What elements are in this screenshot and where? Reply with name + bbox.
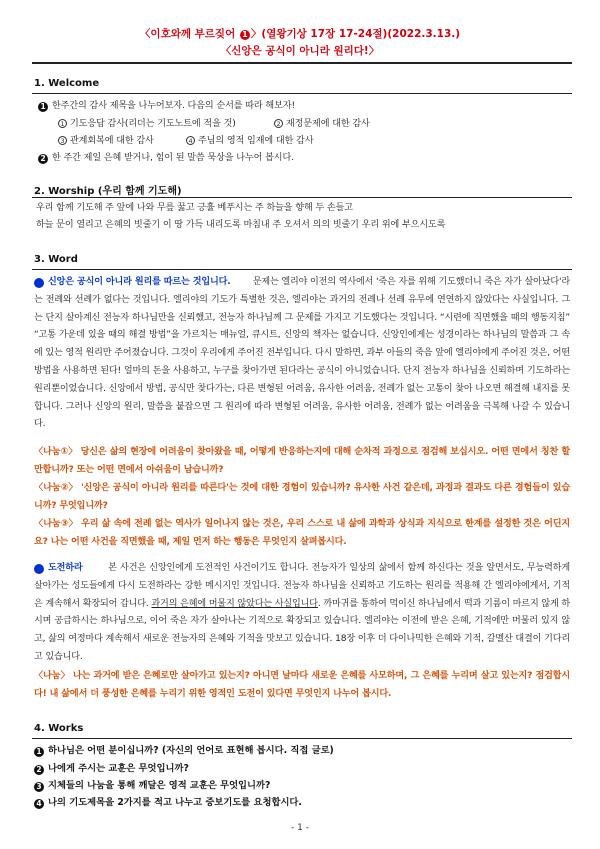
discussion-question-4: 〈나눔〉 나는 과거에 받은 은혜로만 살아가고 있는지? 아니면 날마다 새로운 은혜를 사모하며, 그 은혜를 누리며 살고 있는지? 점검합시다! 내 삶에서 더 풍성한 은혜를 누리기 위한 영적인 도전이 있다면 무엇인지 나누어 봅시다. <box>34 671 570 699</box>
works-item <box>34 794 302 809</box>
discussion-question-2: 〈나눔②〉 '신앙은 공식이 아니라 원리를 따른다'는 것에 대한 경험이 있습니까? 유사한 사건 같은데, 과정과 결과도 다른 경험들이 있습니까? 무엇입니까? <box>34 483 570 511</box>
worship-heading: 2. Worship (우리 함께 기도해) <box>34 186 182 197</box>
works-divider <box>32 738 572 739</box>
bullet-icon: 1 <box>34 278 44 288</box>
word-paragraph-1 <box>34 274 570 434</box>
welcome-item-1 <box>38 98 295 112</box>
bullet-icon: 2 <box>34 765 44 775</box>
welcome-sub-4-text: 주님의 영적 임재에 대한 감사 <box>198 136 314 146</box>
welcome-item-1-text: 한주간의 감사 제목을 나누어보자. 다음의 순서를 따라 해보자! <box>52 101 295 111</box>
welcome-item-2-text: 한 주간 제일 은혜 받거나, 힘이 된 말씀 묵상을 나누어 봅시다. <box>52 153 294 163</box>
welcome-sub-2 <box>274 116 370 129</box>
document-title <box>0 26 600 41</box>
bullet-icon: 2 <box>38 154 48 164</box>
discussion-question-1: 〈나눔①〉 당신은 삶의 현장에 어려움이 찾아왔을 때, 어떻게 반응하는지에 대해 순차적 과정으로 점검해 보십시오. 어떤 면에서 칭찬 할 만합니까? 또는 어떤 면에서 아쉬움이 남습니까? <box>34 447 570 475</box>
welcome-sub-1 <box>58 116 236 129</box>
worship-divider <box>32 197 572 198</box>
word-divider <box>32 269 572 270</box>
welcome-sub-2-text: 재정문제에 대한 감사 <box>286 119 370 129</box>
circled-number-icon: 4 <box>186 136 195 145</box>
word-heading: 3. Word <box>34 254 78 265</box>
works-item <box>34 777 270 792</box>
bullet-icon: 3 <box>34 782 44 792</box>
circled-number-icon: 3 <box>58 136 67 145</box>
word-point-2-title: 도전하라 <box>48 563 83 573</box>
works-item-text: 하나님은 어떤 분이십니까? (자신의 언어로 표현해 봅시다. 직접 글로) <box>48 745 334 756</box>
word-point-1-body: 문제는 엘리야 이전의 역사에서 '죽은 자를 위해 기도했더니 죽은 자가 살아났다'라는 전례와 선례가 없다는 것입니다. 엘리야의 기도가 특별한 것은, 엘리야는 과거의 전례나 선례 유무에 연연하지 않았다는 사실입니다. 그는 단지 살아계신 전능자 하나님만을 신뢰했고, 전능자 하나님께 그 문제를 가지고 기도했다는 것입니다. “시련에 직면했을 때의 행동지침” “고통 가운데 있을 때의 해결 방법”을 가르치는 매뉴얼, 큐시트, 신앙의 책자는 없습니다. 신앙인에게는 성경이라는 하나님의 말씀과 그 속에 있는 영적 원리만 주어졌습니다. 그것이 우리에게 주어진 전부입니다. 다시 말하면, 과부 아들의 죽음 앞에 엘리야에게 주어진 것은, 어떤 방법을 사용하면 된다! 얼마의 돈을 사용하고, 누구를 찾아가면 된다라는 공식이 아니었습니다. 단지 전능자 하나님을 신뢰하며 기도하라는 원리뿐이었습니다. 신앙에서 방법, 공식만 찾다가는, 다른 변형된 어려움, 유사한 어려움, 전례가 없는 고통이 찾아 나오면 해결해 내지를 못합니다. 그러나 신앙의 원리, 말씀을 붙잡으면 그 원리에 따라 변형된 어려움, 유사한 어려움, 전례가 없는 어려움을 극복해 나갈 수 있습니다. <box>34 277 570 430</box>
welcome-divider <box>32 93 572 94</box>
welcome-sub-3 <box>58 133 154 146</box>
bullet-icon: 4 <box>34 799 44 809</box>
welcome-sub-3-text: 관계회복에 대한 감사 <box>70 136 154 146</box>
word-point-2-body-a: 본 사건은 신앙인에게 도전적인 사건이기도 합니다. 전능자가 일상의 삶에서 함께 하신다는 것을 알면서도, 무능력하게 살아가는 성도들에게 다시 도전하라는 강한 메시지인 것입니다. 전능자 하나님을 신뢰하고 기도하는 원리를 적용해 간 엘리야에게서, 기적은 계속해서 확장되어 갑니다. <box>34 563 570 609</box>
worship-lyrics-line-2: 하늘 문이 열리고 은혜의 빗줄기 이 땅 가득 내리도록 마침내 주 오셔서 의의 빗줄기 우리 위에 부으시도록 <box>36 220 446 230</box>
bullet-icon: 1 <box>38 102 48 112</box>
welcome-heading: 1. Welcome <box>34 78 100 89</box>
works-item-text: 지체들의 나눔을 통해 깨달은 영적 교훈은 무엇입니까? <box>48 780 271 791</box>
welcome-item-2 <box>38 150 294 164</box>
worship-lyrics-line-1: 우리 함께 기도해 주 앞에 나와 무릎 꿇고 긍휼 베푸시는 주 하늘을 향해 두 손들고 <box>36 203 353 213</box>
word-point-2-body-b: . 까마귀를 통하여 먹이신 하나님에서 떡과 기름이 마르지 않게 하시며 공급하시는 하나님으로, 이어 죽은 자가 살아나는 기적으로 확장되고 있습니다. 엘리야는 이전에 받은 은혜, 기적에만 머물러 있지 않고, 삶의 여정마다 계속해서 새로운 전능자의 은혜와 기적을 맛보고 있습니다. 18장 이후 더 다이나믹한 은혜와 기적, 갈멜산 대결이 기다리고 있습니다. <box>34 598 571 662</box>
document-subtitle: 〈신앙은 공식이 아니라 원리다!〉 <box>220 45 380 57</box>
works-item <box>34 742 334 757</box>
welcome-sub-4 <box>186 133 313 146</box>
circled-number-icon: 2 <box>274 119 283 128</box>
title-prefix: 〈이호와께 부르짖어 <box>139 28 239 40</box>
circled-number-icon: 1 <box>58 119 67 128</box>
bullet-icon: 1 <box>34 747 44 757</box>
works-item-text: 나의 기도제목을 2가지를 적고 나누고 중보기도를 요청합시다. <box>48 797 302 808</box>
works-item <box>34 760 189 775</box>
header-divider <box>32 62 572 64</box>
word-paragraph-2 <box>34 560 570 667</box>
works-item-text: 나에게 주시는 교훈은 무엇입니까? <box>48 763 189 774</box>
bullet-icon: 2 <box>34 564 44 574</box>
works-heading: 4. Works <box>34 723 84 734</box>
title-number-badge: 1 <box>240 30 250 40</box>
title-suffix: 〉(열왕기상 17장 17-24절)(2022.3.13.) <box>250 28 461 40</box>
word-point-1-title: 신앙은 공식이 아니라 원리를 따르는 것입니다. <box>48 277 231 287</box>
discussion-question-3: 〈나눔③〉 우리 삶 속에 전례 없는 역사가 일어나지 않는 것은, 우리 스스로 내 삶에 과학과 상식과 지식으로 한계를 설정한 것은 어딘지요? 나는 어떤 사건을 직면했을 때, 제일 먼저 하는 행동은 무엇인지 살펴봅시다. <box>34 519 570 547</box>
welcome-sub-1-text: 기도응답 감사(리더는 기도노트에 적을 것) <box>70 119 236 129</box>
page-number: - 1 - <box>291 823 309 833</box>
word-point-2-underline: 과거의 은혜에 머물지 않았다는 사실입니다 <box>151 598 318 609</box>
